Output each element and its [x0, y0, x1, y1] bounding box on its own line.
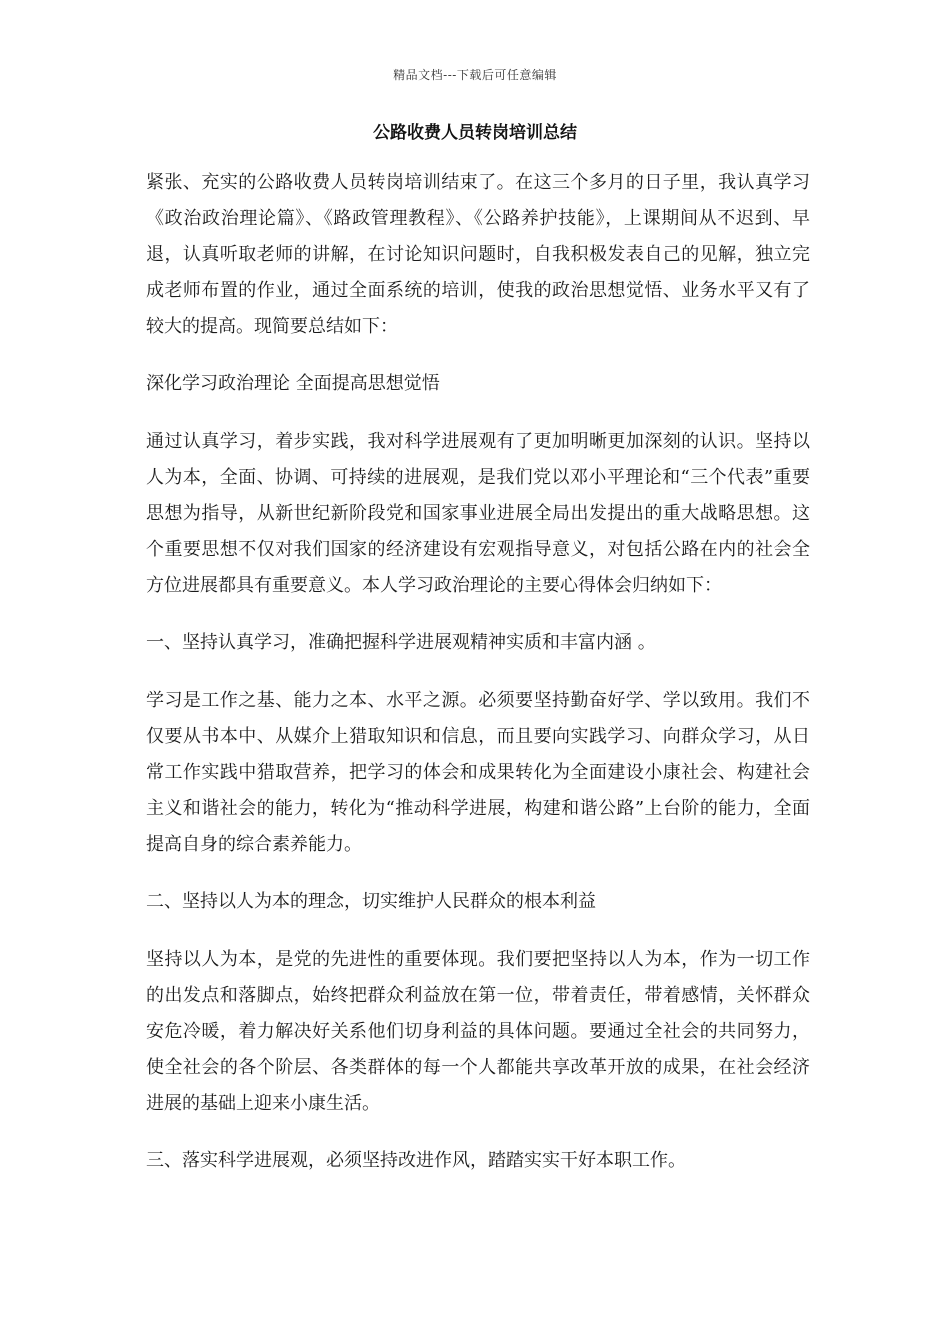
paragraph-theory: 通过认真学习，着步实践，我对科学进展观有了更加明晰更加深刻的认识。坚持以人为本，全面、协调、可持续的进展观，是我们党以邓小平理论和“三个代表”重要思想为指导，从新世纪新阶段党和国家事业进展全局出发提出的重大战略思想。这个重要思想不仅对我们国家的经济建设有宏观指导意义，对包括公路在内的社会全方位进展都具有重要意义。本人学习政治理论的主要心得体会归纳如下： [146, 431, 810, 596]
document-title: 公路收费人员转岗培训总结 [373, 123, 577, 143]
point-heading-1: 一、坚持认真学习，准确把握科学进展观精神实质和丰富内涵 。 [146, 632, 656, 653]
header-note: 精品文档---下载后可任意编辑 [393, 68, 557, 82]
paragraph-intro: 紧张、充实的公路收费人员转岗培训结束了。在这三个多月的日子里，我认真学习《政治政治理论篇》、《路政管理教程》、《公路养护技能》，上课期间从不迟到、早退，认真听取老师的讲解，在讨论知识问题时，自我积极发表自己的见解，独立完成老师布置的作业，通过全面系统的培训，使我的政治思想觉悟、业务水平又有了较大的提高。现简要总结如下： [146, 172, 810, 337]
paragraph-point-2: 坚持以人为本，是党的先进性的重要体现。我们要把坚持以人为本，作为一切工作的出发点和落脚点，始终把群众利益放在第一位，带着责任，带着感情，关怀群众安危冷暖，着力解决好关系他们切身利益的具体问题。要通过全社会的共同努力，使全社会的各个阶层、各类群体的每一个人都能共享改革开放的成果，在社会经济进展的基础上迎来小康生活。 [146, 949, 810, 1114]
paragraph-point-1: 学习是工作之基、能力之本、水平之源。必须要坚持勤奋好学、学以致用。我们不仅要从书本中、从媒介上猎取知识和信息，而且要向实践学习、向群众学习，从日常工作实践中猎取营养，把学习的体会和成果转化为全面建设小康社会、构建社会主义和谐社会的能力，转化为“推动科学进展，构建和谐公路”上台阶的能力，全面提高自身的综合素养能力。 [146, 690, 810, 855]
document-body [146, 165, 810, 1201]
section-heading-theory: 深化学习政治理论 全面提高思想觉悟 [146, 373, 440, 394]
point-heading-2: 二、坚持以人为本的理念，切实维护人民群众的根本利益 [146, 891, 596, 912]
point-heading-3: 三、落实科学进展观，必须坚持改进作风，踏踏实实干好本职工作。 [146, 1150, 686, 1171]
